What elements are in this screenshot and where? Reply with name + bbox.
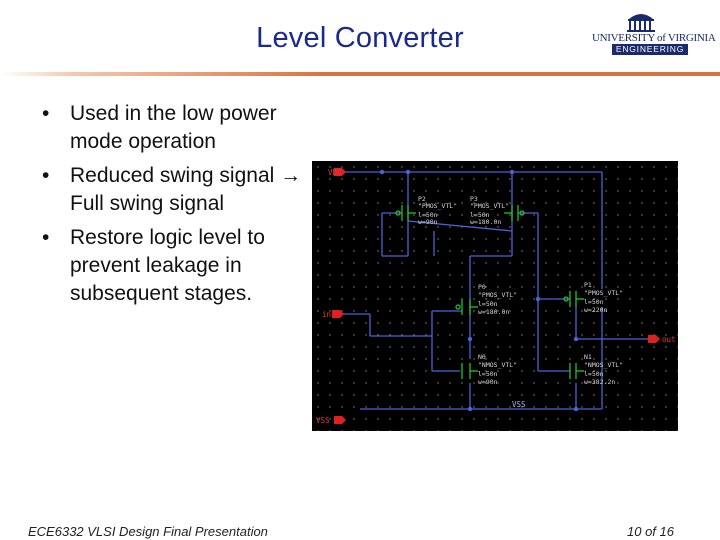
- svg-text:"PMOS_VTL": "PMOS_VTL": [478, 291, 518, 299]
- svg-text:P2: P2: [418, 195, 426, 203]
- svg-text:w=90n: w=90n: [418, 218, 438, 226]
- svg-text:VDD: VDD: [328, 168, 342, 177]
- rotunda-icon: [592, 10, 720, 34]
- svg-text:w=180.0n: w=180.0n: [478, 308, 510, 316]
- bullet-list: [42, 100, 312, 314]
- bullet-item: • Used in the low power mode operation: [42, 102, 277, 153]
- svg-text:w=90n: w=90n: [478, 378, 498, 386]
- svg-text:w=220n: w=220n: [584, 306, 608, 314]
- svg-text:l=50n: l=50n: [478, 370, 498, 378]
- footer-page-number: 10 of 16: [627, 524, 674, 539]
- svg-text:P1: P1: [584, 281, 592, 289]
- svg-text:N0: N0: [478, 353, 486, 361]
- level-converter-schematic: [312, 161, 678, 431]
- university-logo: [592, 10, 720, 58]
- svg-text:"NMOS_VTL": "NMOS_VTL": [478, 361, 518, 369]
- svg-text:"NMOS_VTL": "NMOS_VTL": [584, 361, 624, 369]
- footer-course: ECE6332 VLSI Design Final Presentation: [28, 524, 268, 539]
- svg-text:N1: N1: [584, 353, 592, 361]
- svg-text:l=50n: l=50n: [584, 370, 604, 378]
- net-vss-label: VSS: [512, 400, 526, 409]
- svg-text:in: in: [322, 310, 332, 319]
- svg-text:P0: P0: [478, 283, 486, 291]
- school-name: ENGINEERING: [612, 44, 688, 55]
- svg-text:l=50n: l=50n: [584, 298, 604, 306]
- svg-text:w=180.0n: w=180.0n: [470, 218, 502, 226]
- svg-text:"PMOS_VTL": "PMOS_VTL": [418, 202, 458, 210]
- svg-text:l=50n: l=50n: [478, 300, 498, 308]
- svg-text:w=382.2n: w=382.2n: [584, 378, 616, 386]
- svg-text:l=50n: l=50n: [418, 211, 438, 219]
- svg-text:P3: P3: [470, 195, 478, 203]
- pin-out: [648, 335, 676, 344]
- bullet-item: • Reduced swing signal → Full swing signal: [42, 164, 302, 215]
- svg-text:l=50n: l=50n: [470, 211, 490, 219]
- bullet-item: • Restore logic level to prevent leakage in subsequent stages.: [42, 226, 265, 305]
- schematic-canvas: [312, 161, 678, 431]
- svg-text:"PMOS_VTL": "PMOS_VTL": [584, 289, 624, 297]
- slide-title: Level Converter: [256, 22, 464, 54]
- svg-text:VSS: VSS: [316, 416, 330, 425]
- svg-text:"PMOS_VTL": "PMOS_VTL": [470, 202, 510, 210]
- svg-text:out: out: [662, 335, 676, 344]
- university-name: UNIVERSITY of VIRGINIA: [592, 32, 716, 44]
- title-divider: [0, 72, 720, 76]
